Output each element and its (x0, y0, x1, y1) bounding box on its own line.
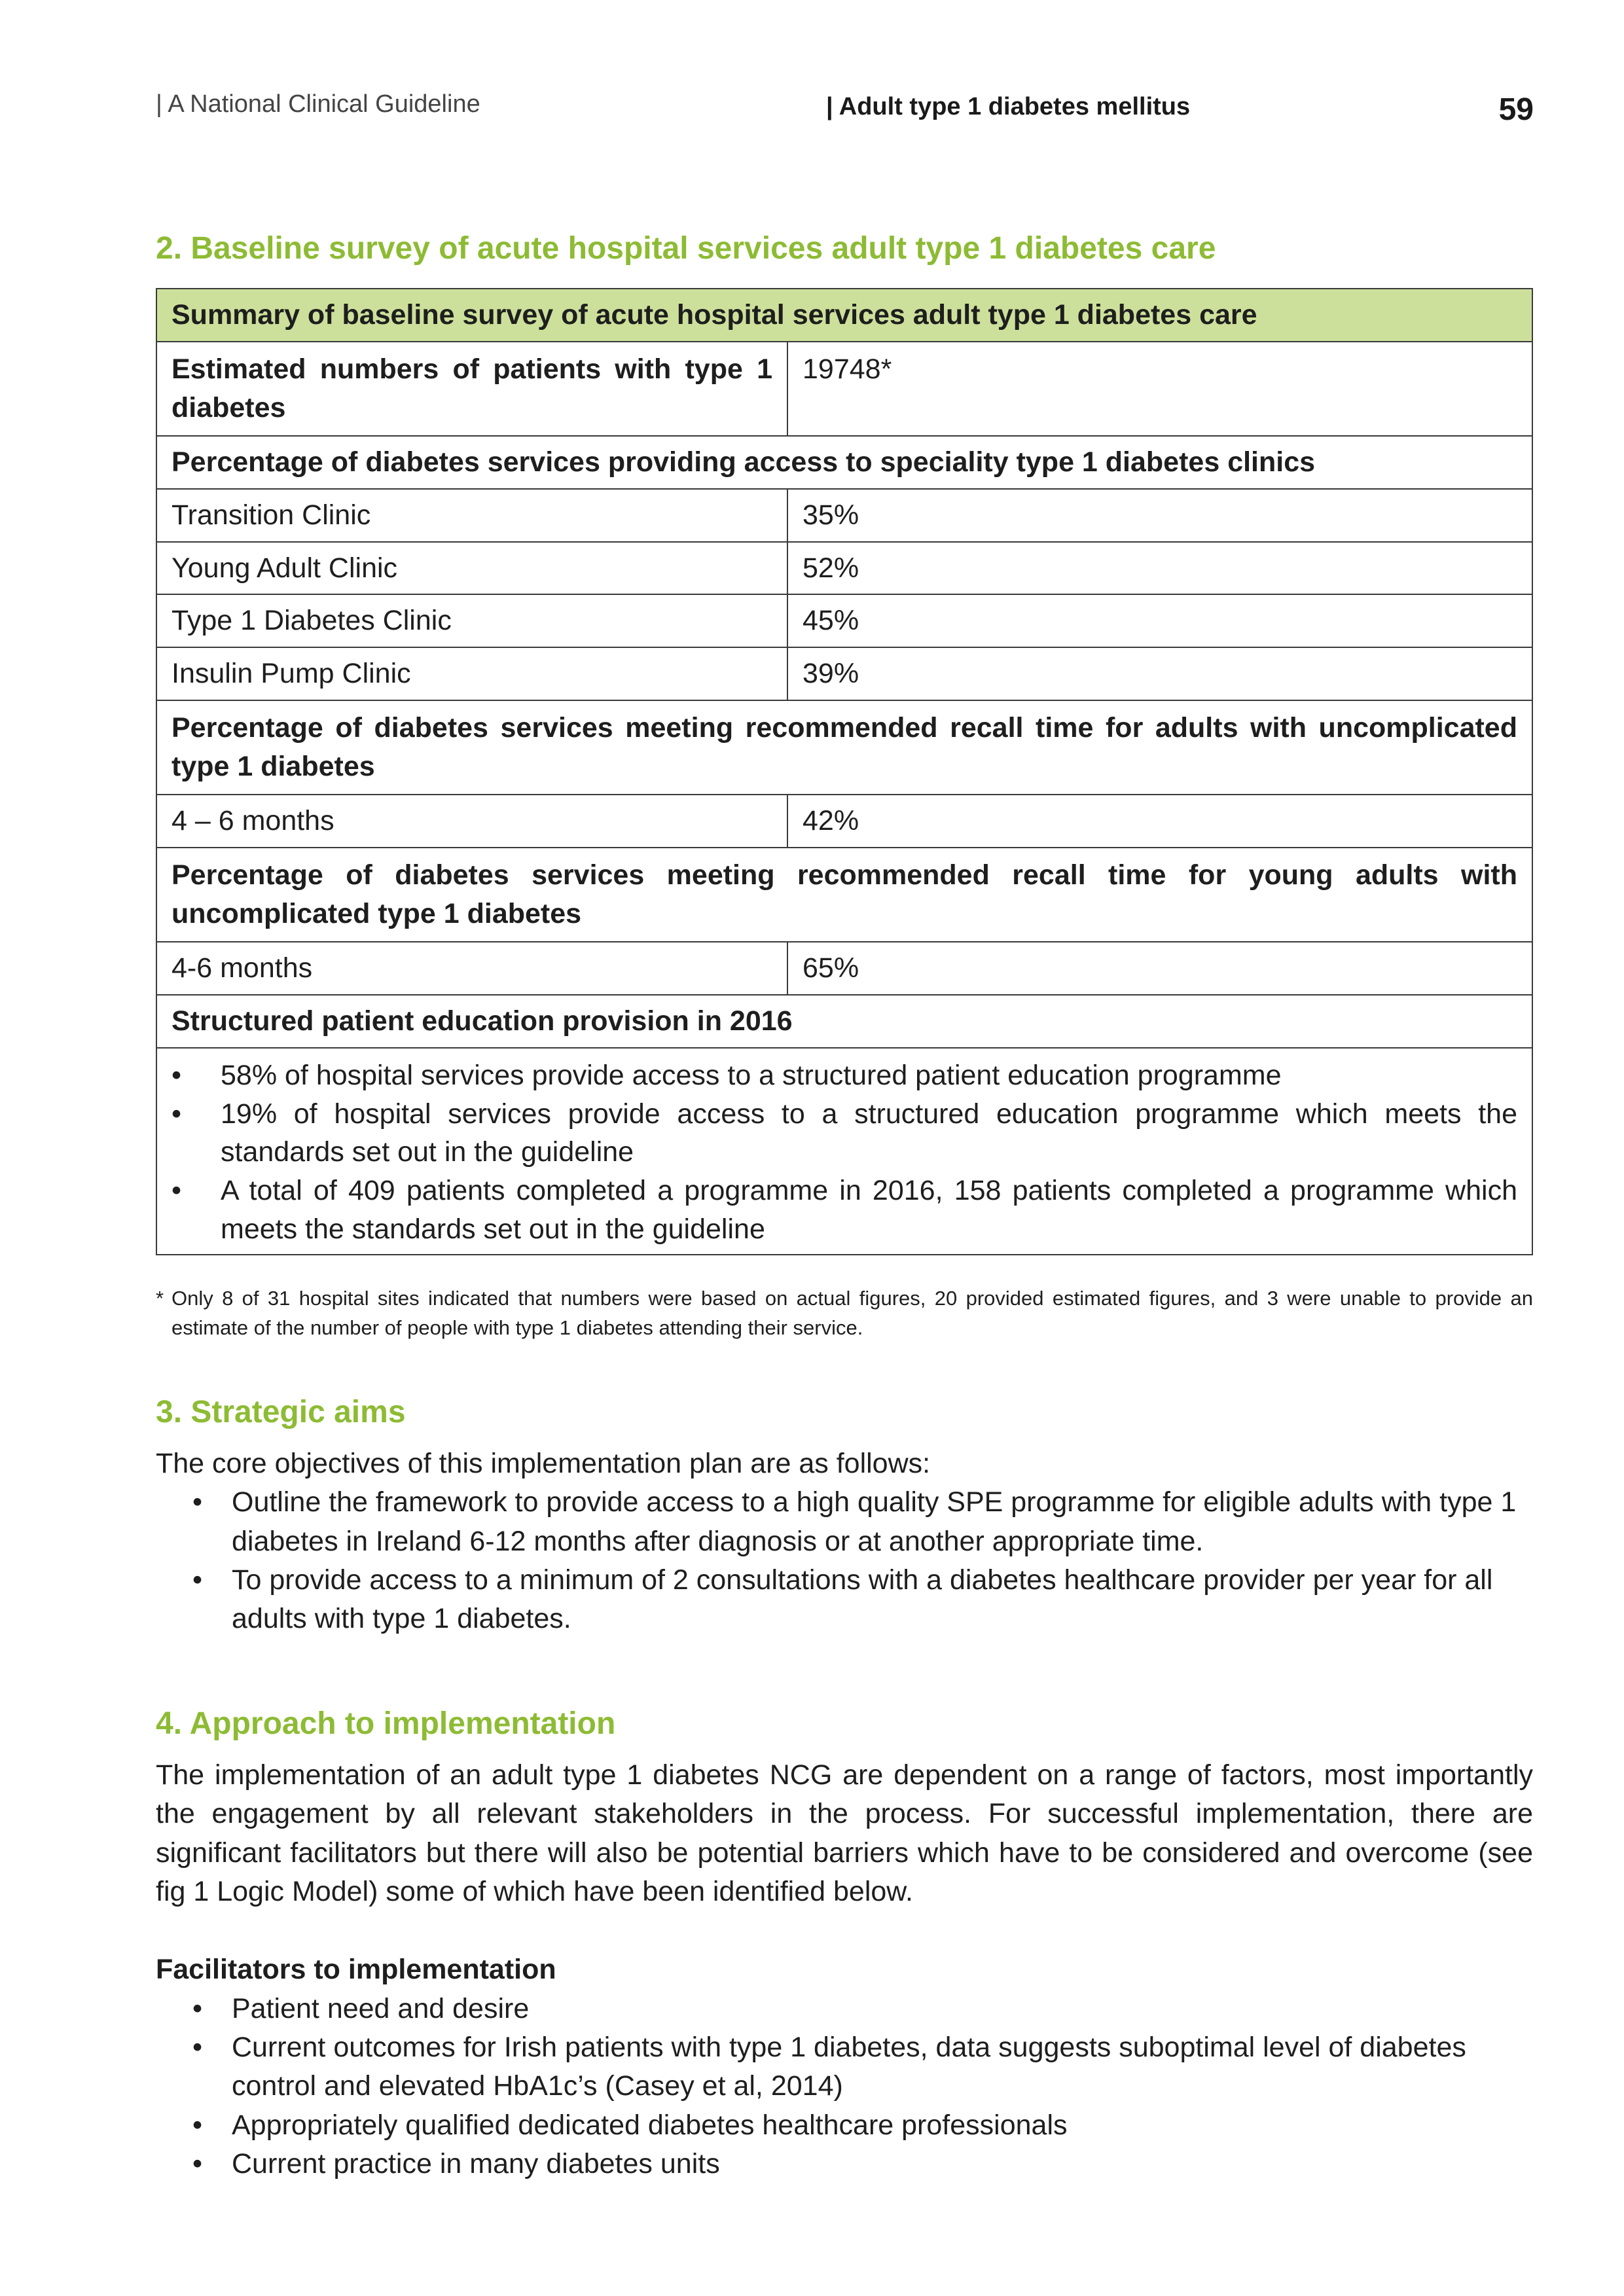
table-row (156, 942, 1532, 995)
recall-young-value: 65% (787, 942, 1532, 995)
table-row (156, 995, 1532, 1048)
section-2-title: 2. Baseline survey of acute hospital services adult type 1 diabetes care (156, 231, 1216, 266)
recall-young-heading: Percentage of diabetes services meeting recommended recall time for young adults with uncomplicated type 1 diabetes (156, 848, 1532, 942)
list-item: • Outline the framework to provide access to a high quality SPE programme for eligible adults with type 1 diabetes in Ireland 6-12 months after diagnosis or at another appropriate time. (156, 1483, 1533, 1561)
baseline-survey-table (156, 288, 1533, 1255)
list-item: • A total of 409 patients completed a programme in 2016, 158 patients completed a programme which meets the standards set out in the guideline (171, 1172, 1517, 1249)
estimated-patients-label: Estimated numbers of patients with type 1 diabetes (156, 342, 787, 436)
clinic-value: 52% (787, 542, 1532, 595)
table-row (156, 436, 1532, 489)
list-item: • Current practice in many diabetes units (156, 2145, 1533, 2183)
section-3-intro: The core objectives of this implementation plan are as follows: (156, 1448, 931, 1479)
header-guideline-label: | A National Clinical Guideline (156, 90, 480, 118)
education-cell (156, 1048, 1532, 1255)
list-item: • Appropriately qualified dedicated diabetes healthcare professionals (156, 2106, 1533, 2145)
facilitators-heading: Facilitators to implementation (156, 1954, 556, 1986)
clinic-label: Young Adult Clinic (156, 542, 787, 595)
section-3 (156, 1394, 1533, 1639)
list-item: • Patient need and desire (156, 1990, 1533, 2028)
table-row (156, 848, 1532, 942)
table-row (156, 594, 1532, 647)
table-footnote (156, 1284, 1533, 1343)
table-row (156, 542, 1532, 595)
table-row (156, 700, 1532, 795)
table-heading-row (156, 289, 1532, 342)
section-4 (156, 1706, 1533, 2183)
list-item: • 58% of hospital services provide access to a structured patient education programme (171, 1056, 1517, 1095)
section-3-title: 3. Strategic aims (156, 1395, 406, 1429)
table-row (156, 342, 1532, 436)
clinics-heading: Percentage of diabetes services providing access to speciality type 1 diabetes clinics (156, 436, 1532, 489)
table-heading: Summary of baseline survey of acute hospital services adult type 1 diabetes care (156, 289, 1532, 342)
recall-adults-value: 42% (787, 795, 1532, 848)
table-row (156, 1048, 1532, 1255)
list-item: • 19% of hospital services provide access to a structured education programme which meets the standards set out in the guideline (171, 1095, 1517, 1172)
recall-adults-label: 4 – 6 months (156, 795, 787, 848)
list-item: • Current outcomes for Irish patients with type 1 diabetes, data suggests suboptimal level of diabetes control and elevated HbA1c’s (Casey et al, 2014) (156, 2028, 1533, 2106)
facilitators-list (156, 1990, 1533, 2184)
clinic-label: Insulin Pump Clinic (156, 647, 787, 700)
section-4-title: 4. Approach to implementation (156, 1706, 616, 1741)
education-list (171, 1056, 1517, 1249)
page-number: 59 (1498, 92, 1534, 127)
education-heading: Structured patient education provision in 2016 (156, 995, 1532, 1048)
recall-young-label: 4-6 months (156, 942, 787, 995)
strategic-aims-list (156, 1483, 1533, 1638)
clinic-label: Type 1 Diabetes Clinic (156, 594, 787, 647)
table-row (156, 795, 1532, 848)
clinic-value: 39% (787, 647, 1532, 700)
recall-adults-heading: Percentage of diabetes services meeting recommended recall time for adults with uncomplicated type 1 diabetes (156, 700, 1532, 795)
section-2 (156, 230, 1533, 266)
list-item: • To provide access to a minimum of 2 consultations with a diabetes healthcare provider per year for all adults with type 1 diabetes. (156, 1561, 1533, 1639)
section-4-paragraph: The implementation of an adult type 1 diabetes NCG are dependent on a range of factors, most importantly the engagement by all relevant stakeholders in the process. For successful implementation, there are significant facilitators but there will also be potential barriers which have to be considered and overcome (see fig 1 Logic Model) some of which have been identified below. (156, 1759, 1533, 1907)
table-row (156, 647, 1532, 700)
clinic-value: 35% (787, 489, 1532, 542)
header-document-title: | Adult type 1 diabetes mellitus (826, 93, 1191, 120)
clinic-value: 45% (787, 594, 1532, 647)
estimated-patients-value: 19748* (787, 342, 1532, 436)
footnote-marker: * (156, 1287, 164, 1310)
footnote-text: Only 8 of 31 hospital sites indicated that numbers were based on actual figures, 20 provided estimated figures, and 3 were unable to provide an estimate of the number of people with type 1 diabetes attending their service. (171, 1287, 1533, 1339)
clinic-label: Transition Clinic (156, 489, 787, 542)
table-row (156, 489, 1532, 542)
